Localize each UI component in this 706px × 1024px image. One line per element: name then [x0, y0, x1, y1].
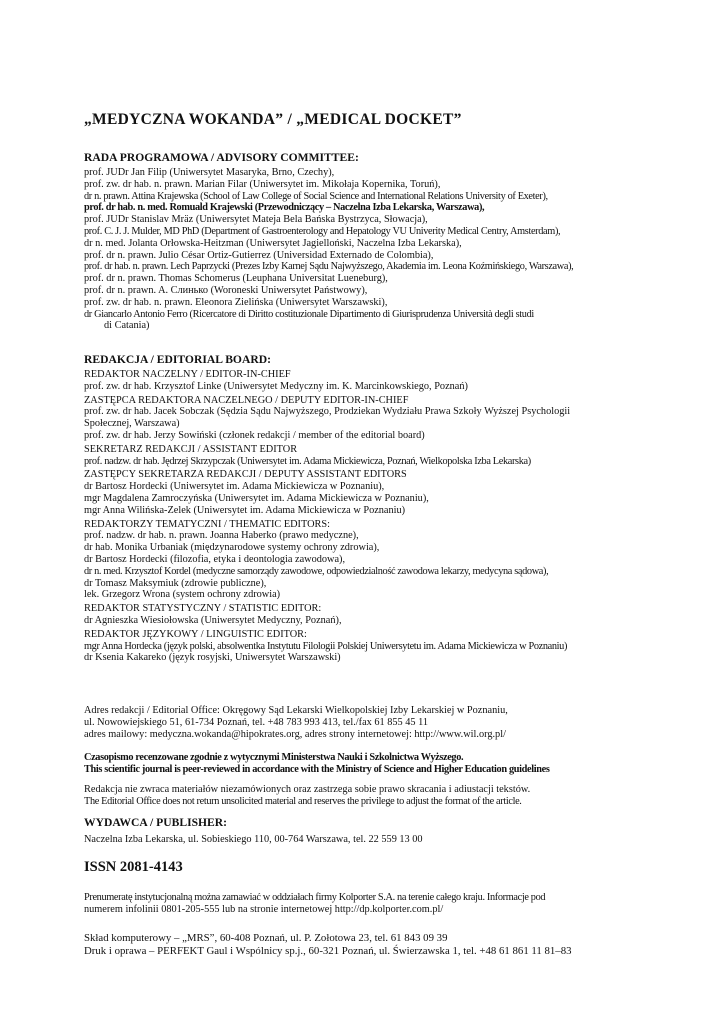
- person-entry: mgr Anna Wilińska-Zelek (Uniwersytet im. Adama Mickiewicza w Poznaniu): [84, 504, 406, 516]
- person-entry: dr hab. Monika Urbaniak (międzynarodowe systemy ochrony zdrowia),: [84, 542, 380, 554]
- peer-review-note: [84, 752, 624, 776]
- person-entry: dr n. med. Krzysztof Kordel (medyczne samorządy zawodowe, odpowiedzialność zawodowa lekarzy, medycyna sądowa),: [84, 565, 549, 577]
- person-entry: prof. zw. dr hab. Jerzy Sowiński (członek redakcji / member of the editorial board): [84, 429, 425, 441]
- advisory-member: prof. dr n. prawn. Julio César Ortiz-Gutierrez (Universidad Externado de Colombia),: [84, 249, 434, 261]
- role-title: SEKRETARZ REDAKCJI / ASSISTANT EDITOR: [84, 443, 298, 455]
- person-entry: Społecznej, Warszawa): [84, 418, 180, 430]
- advisory-member: prof. JUDr Jan Filip (Uniwersytet Masaryka, Brno, Czechy),: [84, 167, 335, 178]
- role-title: REDAKTOR STATYSTYCZNY / STATISTIC EDITOR:: [84, 603, 322, 615]
- journal-title: „MEDYCZNA WOKANDA” / „MEDICAL DOCKET”: [84, 111, 462, 128]
- publisher-heading: WYDAWCA / PUBLISHER:: [84, 816, 228, 829]
- advisory-member: prof. JUDr Stanislav Mräz (Uniwersytet Mateja Bela Bańska Bystrzyca, Słowacja),: [84, 214, 428, 226]
- person-entry: prof. zw. dr hab. Krzysztof Linke (Uniwersytet Medyczny im. K. Marcinkowskiego, Poznań): [84, 380, 468, 392]
- role-title: REDAKTOR JĘZYKOWY / LINGUISTIC EDITOR:: [84, 628, 307, 640]
- editorial-address: [84, 705, 624, 740]
- subscription-line: Prenumeratę instytucjonalną można zamawiać w oddziałach firmy Kolporter S.A. na terenie całego kraju. Informacje pod: [84, 892, 546, 903]
- person-entry: mgr Anna Hordecka (język polski, absolwentka Instytutu Filologii Polskiej Uniwersytetu im. Adama Mickiewicza w Poznaniu): [84, 640, 568, 652]
- advisory-member: prof. zw. dr hab. n. prawn. Eleonora Zielińska (Uniwersytet Warszawski),: [84, 296, 388, 308]
- thematic-editors-section: [84, 519, 624, 602]
- role-title: ZASTĘPCY SEKRETARZA REDAKCJI / DEPUTY ASSISTANT EDITORS: [84, 469, 407, 481]
- address-line: Adres redakcji / Editorial Office: Okręgowy Sąd Lekarski Wielkopolskiej Izby Lekarskiej w Poznaniu,: [84, 705, 508, 716]
- advisory-member: dr n. med. Jolanta Orłowska-Heitzman (Uniwersytet Jagielloński, Naczelna Izba Lekarska),: [84, 237, 462, 249]
- person-entry: dr Bartosz Hordecki (Uniwersytet im. Adama Mickiewicza w Poznaniu),: [84, 481, 385, 493]
- role-title: REDAKTOR NACZELNY / EDITOR-IN-CHIEF: [84, 369, 291, 380]
- person-entry: prof. nadzw. dr hab. Jędrzej Skrzypczak (Uniwersytet im. Adama Mickiewicza, Poznań, Wielkopolska Izba Lekarska): [84, 455, 531, 467]
- person-entry: dr Tomasz Maksymiuk (zdrowie publiczne),: [84, 577, 267, 589]
- advisory-member-continued: di Catania): [104, 320, 150, 332]
- return-note-en: The Editorial Office does not return unsolicited material and reserves the privilege to adjust the format of the article.: [84, 795, 522, 807]
- return-policy-note: [84, 784, 624, 808]
- advisory-member: dr Giancarlo Antonio Ferro (Ricercatore di Diritto costituzionale Dipartimento di Giurisprudenza Università degli studi: [84, 308, 534, 320]
- review-note-en: This scientific journal is peer-reviewed in accordance with the Ministry of Science and Higher Education guidelines: [84, 763, 550, 775]
- publisher-address: Naczelna Izba Lekarska, ul. Sobieskiego 110, 00-764 Warszawa, tel. 22 559 13 00: [84, 834, 423, 845]
- advisory-member: prof. dr n. prawn. A. Слинько (Woroneski Uniwersytet Państwowy),: [84, 284, 368, 296]
- editor-in-chief-section: [84, 369, 624, 393]
- typesetting-line: Skład komputerowy – „MRS”, 60-408 Poznań, ul. P. Zołotowa 23, tel. 61 843 09 39: [84, 932, 448, 944]
- address-line: adres mailowy: medyczna.wokanda@hipokrates.org, adres strony internetowej: http://www.wil.org.pl/: [84, 728, 506, 740]
- advisory-member: prof. dr hab. n. prawn. Lech Paprzycki (Prezes Izby Karnej Sądu Najwyższego, Akademia im. Leona Koźmińskiego, Warszawa),: [84, 261, 574, 273]
- advisory-heading: RADA PROGRAMOWA / ADVISORY COMMITTEE:: [84, 151, 359, 164]
- person-entry: dr Agnieszka Wiesiołowska (Uniwersytet Medyczny, Poznań),: [84, 614, 342, 626]
- person-entry: mgr Magdalena Zamroczyńska (Uniwersytet im. Adama Mickiewicza w Poznaniu),: [84, 492, 429, 504]
- statistic-editor-section: [84, 603, 624, 627]
- review-note-pl: Czasopismo recenzowane zgodnie z wytycznymi Ministerstwa Nauki i Szkolnictwa Wyższego.: [84, 752, 464, 763]
- address-line: ul. Nowowiejskiego 51, 61-734 Poznań, tel. +48 783 993 413, tel./fax 61 855 45 11: [84, 716, 429, 728]
- person-entry: prof. nadzw. dr hab. n. prawn. Joanna Haberko (prawo medyczne),: [84, 530, 359, 542]
- advisory-member: prof. C. J. J. Mulder, MD PhD (Department of Gastroenterology and Hepatology VU Univerity Medical Centry, Amsterdam),: [84, 225, 561, 237]
- person-entry: prof. zw. dr hab. Jacek Sobczak (Sędzia Sądu Najwyższego, Prodziekan Wydziału Prawa Szkoły Wyższej Psychologii: [84, 406, 571, 418]
- subscription-info: [84, 892, 624, 916]
- person-entry: dr Bartosz Hordecki (filozofia, etyka i deontologia zawodowa),: [84, 553, 346, 565]
- linguistic-editor-section: [84, 629, 624, 664]
- deputy-editor-section: [84, 395, 624, 442]
- role-title: REDAKTORZY TEMATYCZNI / THEMATIC EDITORS:: [84, 518, 330, 530]
- print-binding-line: Druk i oprawa – PERFEKT Gaul i Wspólnicy sp.j., 60-321 Poznań, ul. Świerzawska 1, tel. +48 61 861 11 81–83: [84, 944, 572, 957]
- person-entry: lek. Grzegorz Wrona (system ochrony zdrowia): [84, 589, 281, 601]
- issn-number: ISSN 2081-4143: [84, 859, 183, 875]
- publisher-section: [84, 816, 624, 846]
- return-note-pl: Redakcja nie zwraca materiałów niezamówionych oraz zastrzega sobie prawo skracania i adiustacji tekstów.: [84, 784, 531, 795]
- advisory-member: dr n. prawn. Attina Krajewska (School of Law College of Social Science and International Relations University of Exeter),: [84, 190, 548, 202]
- assistant-editor-section: [84, 444, 624, 468]
- advisory-member: prof. dr n. prawn. Thomas Schomerus (Leuphana Universitat Lueneburg),: [84, 273, 388, 285]
- editorial-board: [84, 353, 624, 664]
- deputy-assistant-section: [84, 469, 624, 516]
- advisory-committee: [84, 151, 624, 332]
- advisory-chair: prof. dr hab. n. med. Romuald Krajewski (Przewodniczący – Naczelna Izba Lekarska, Warszawa),: [84, 202, 485, 214]
- person-entry: dr Ksenia Kakareko (język rosyjski, Uniwersytet Warszawski): [84, 652, 341, 664]
- editorial-heading: REDAKCJA / EDITORIAL BOARD:: [84, 353, 271, 366]
- subscription-line: numerem infolinii 0801-205-555 lub na stronie internetowej http://dp.kolporter.com.pl/: [84, 903, 444, 915]
- role-title: ZASTĘPCA REDAKTORA NACZELNEGO / DEPUTY EDITOR-IN-CHIEF: [84, 394, 409, 406]
- printing-info: [84, 932, 624, 957]
- advisory-member: prof. zw. dr hab. n. prawn. Marian Filar (Uniwersytet im. Mikołaja Kopernika, Toruń),: [84, 178, 441, 190]
